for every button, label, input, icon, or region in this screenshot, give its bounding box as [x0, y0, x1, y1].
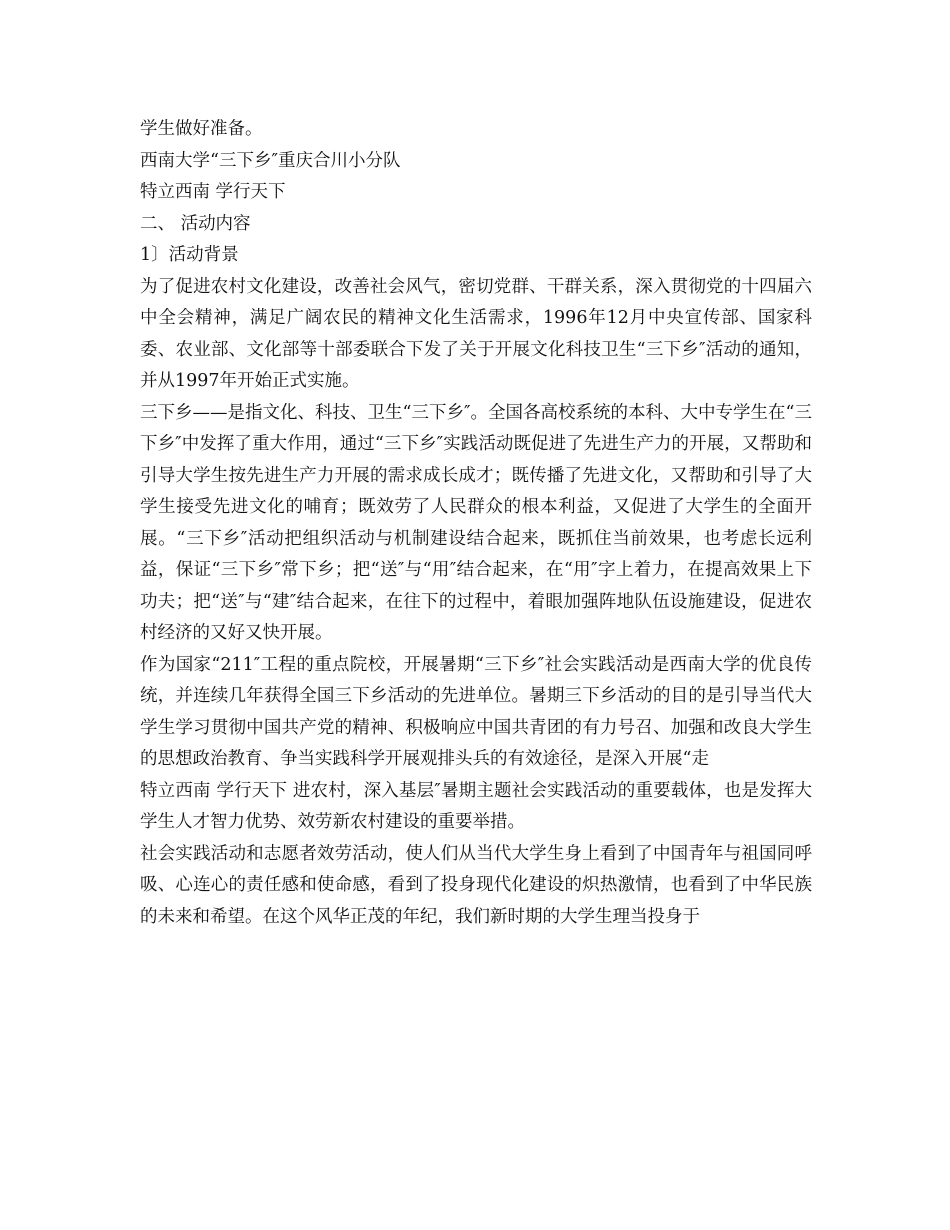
paragraph-motto: 特立西南 学行天下: [140, 182, 286, 202]
section-heading-activity-content: 二、 活动内容: [140, 213, 251, 234]
paragraph-prep: 学生做好准备。: [140, 119, 263, 139]
subheading-activity-background: 1〕活动背景: [140, 245, 239, 265]
paragraph-social-practice: 社会实践活动和志愿者效劳活动，使人们从当代大学生身上看到了中国青年与祖国同呼吸、心连心的责任感和使命感，看到了投身现代化建设的炽热激情，也看到了中华民族的未来和希望。在这个风华正茂的年纪，我们新时期的大学生理当投身于: [140, 843, 812, 927]
document-body: [140, 114, 812, 933]
paragraph-team-name: 西南大学“三下乡″重庆合川小分队: [140, 150, 401, 171]
paragraph-university-tradition: 作为国家“211″工程的重点院校，开展暑期“三下乡″社会实践活动是西南大学的优良传统，并连续几年获得全国三下乡活动的先进单位。暑期三下乡活动的目的是引导当代大学生学习贯彻中国共产党的精神、积极响应中国共青团的有力号召、加强和改良大学生的思想政治教育、争当实践科学开展观排头兵的有效途径，是深入开展“走: [140, 654, 812, 769]
paragraph-motto-continuation: 特立西南 学行天下 进农村，深入基层″暑期主题社会实践活动的重要载体，也是发挥大学生人才智力优势、效劳新农村建设的重要举措。: [140, 780, 812, 832]
paragraph-three-to-countryside: 三下乡——是指文化、科技、卫生“三下乡″。全国各高校系统的本科、大中专学生在“三下乡″中发挥了重大作用，通过“三下乡″实践活动既促进了先进生产力的开展，又帮助和引导大学生按先进生产力开展的需求成长成才；既传播了先进文化，又帮助和引导了大学生接受先进文化的哺育；既效劳了人民群众的根本利益，又促进了大学生的全面开展。“三下乡″活动把组织活动与机制建设结合起来，既抓住当前效果，也考虑长远利益，保证“三下乡″常下乡；把“送″与“用″结合起来，在“用″字上着力，在提高效果上下功夫；把“送″与“建″结合起来，在往下的过程中，着眼加强阵地队伍设施建设，促进农村经济的又好又快开展。: [140, 402, 812, 643]
paragraph-background: 为了促进农村文化建设，改善社会风气，密切党群、干群关系，深入贯彻党的十四届六中全会精神，满足广阔农民的精神文化生活需求，1996年12月中央宣传部、国家科委、农业部、文化部等十部委联合下发了关于开展文化科技卫生“三下乡″活动的通知，并从1997年开始正式实施。: [140, 276, 812, 391]
